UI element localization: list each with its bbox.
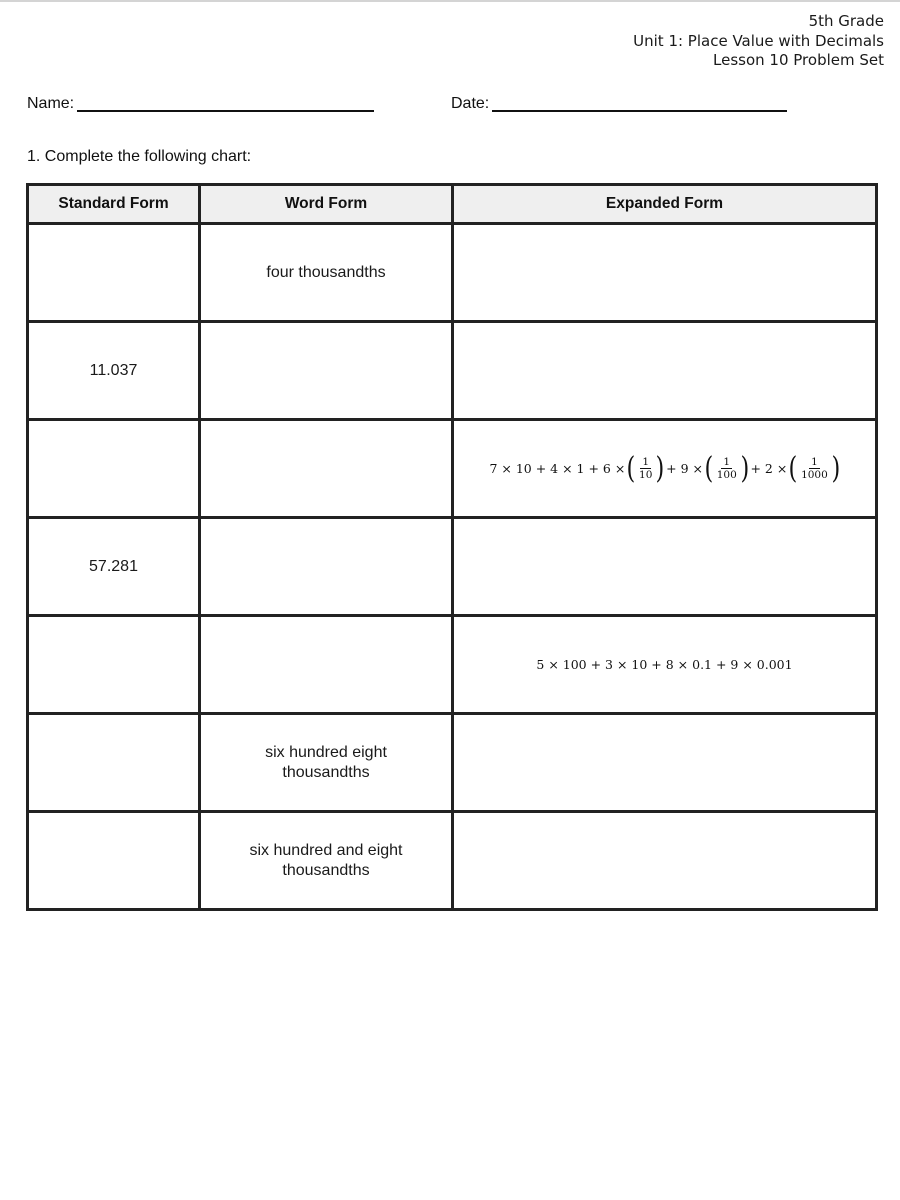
fraction-numerator: 1 xyxy=(811,456,818,468)
table-row xyxy=(28,714,877,812)
table-row xyxy=(28,224,877,322)
word-form-cell xyxy=(200,224,453,322)
fraction-one-tenth xyxy=(637,456,654,481)
fraction-denominator: 10 xyxy=(639,469,653,481)
left-paren: ( xyxy=(788,450,798,486)
top-rule xyxy=(0,0,900,2)
table-row xyxy=(28,616,877,714)
expanded-form-cell[interactable] xyxy=(453,714,877,812)
name-field[interactable] xyxy=(27,95,374,113)
header-word-form: Word Form xyxy=(200,185,453,224)
standard-form-cell[interactable] xyxy=(28,812,200,910)
word-form-cell[interactable] xyxy=(200,616,453,714)
standard-form-cell xyxy=(28,518,200,616)
cell-text: 57.281 xyxy=(89,557,138,575)
expanded-form-cell xyxy=(453,420,877,518)
fraction-one-thousandth xyxy=(799,456,830,481)
grade-label: 5th Grade xyxy=(808,12,884,30)
right-paren: ) xyxy=(831,450,841,486)
word-form-cell xyxy=(200,714,453,812)
fraction-numerator: 1 xyxy=(642,456,650,468)
fraction-denominator: 1000 xyxy=(801,469,828,481)
table-row xyxy=(28,420,877,518)
standard-form-cell[interactable] xyxy=(28,714,200,812)
standard-form-cell[interactable] xyxy=(28,616,200,714)
name-blank-line[interactable] xyxy=(77,110,374,112)
math-term: 7 × 10 + 4 × 1 + 6 × xyxy=(489,460,626,476)
cell-text: six hundred and eight thousandths xyxy=(249,841,403,879)
expanded-form-expression: 5 × 100 + 3 × 10 + 8 × 0.1 + 9 × 0.001 xyxy=(536,656,793,672)
worksheet-header xyxy=(633,12,884,71)
table-row xyxy=(28,518,877,616)
expanded-form-expression xyxy=(488,450,841,486)
question-text: Complete the following chart: xyxy=(44,148,252,165)
word-form-cell[interactable] xyxy=(200,518,453,616)
question-prompt xyxy=(27,148,251,166)
name-label: Name: xyxy=(27,95,75,112)
left-paren: ( xyxy=(704,450,714,486)
standard-form-cell[interactable] xyxy=(28,420,200,518)
expanded-form-cell[interactable] xyxy=(453,224,877,322)
table-header-row xyxy=(28,185,877,224)
word-form-cell[interactable] xyxy=(200,420,453,518)
date-label: Date: xyxy=(451,95,490,112)
fraction-denominator: 100 xyxy=(716,469,737,481)
expanded-form-cell[interactable] xyxy=(453,322,877,420)
date-field[interactable] xyxy=(451,95,787,113)
place-value-chart xyxy=(26,183,878,911)
standard-form-cell xyxy=(28,322,200,420)
lesson-label: Lesson 10 Problem Set xyxy=(713,51,884,69)
math-term: + 9 × xyxy=(666,460,703,476)
expanded-form-cell xyxy=(453,616,877,714)
date-blank-line[interactable] xyxy=(492,110,787,112)
word-form-cell[interactable] xyxy=(200,322,453,420)
fraction-numerator: 1 xyxy=(723,456,731,468)
question-number: 1. xyxy=(27,148,41,165)
expanded-form-cell[interactable] xyxy=(453,812,877,910)
math-term: + 2 × xyxy=(750,460,788,476)
unit-label: Unit 1: Place Value with Decimals xyxy=(633,31,884,50)
header-standard-form: Standard Form xyxy=(28,185,200,224)
right-paren: ) xyxy=(655,450,665,486)
header-expanded-form: Expanded Form xyxy=(453,185,877,224)
expanded-form-cell[interactable] xyxy=(453,518,877,616)
right-paren: ) xyxy=(740,450,750,486)
table-row xyxy=(28,812,877,910)
word-form-cell xyxy=(200,812,453,910)
standard-form-cell[interactable] xyxy=(28,224,200,322)
fraction-one-hundredth xyxy=(715,456,739,481)
cell-text: four thousandths xyxy=(266,263,386,281)
left-paren: ( xyxy=(626,450,636,486)
cell-text: 11.037 xyxy=(89,361,138,379)
cell-text: six hundred eight thousandths xyxy=(265,743,387,781)
table-row xyxy=(28,322,877,420)
